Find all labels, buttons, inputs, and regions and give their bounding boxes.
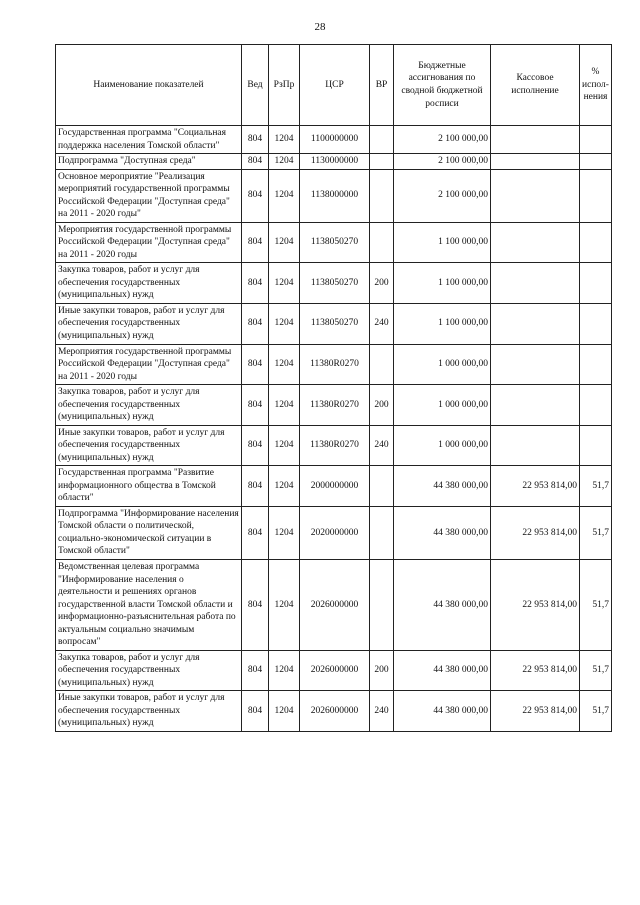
cell-csr: 1138000000 (300, 169, 370, 222)
cell-csr: 2026000000 (300, 691, 370, 732)
cell-ved: 804 (242, 303, 269, 344)
cell-ved: 804 (242, 385, 269, 426)
table-row (56, 466, 612, 507)
cell-csr: 11380R0270 (300, 425, 370, 466)
cell-percent (580, 263, 612, 304)
cell-budget: 1 100 000,00 (394, 303, 491, 344)
budget-table (55, 44, 612, 732)
cell-vr: 200 (370, 263, 394, 304)
table-header-row (56, 45, 612, 126)
cell-cash (491, 126, 580, 154)
table-row (56, 425, 612, 466)
cell-name: Ведомственная целевая программа "Информирование населения о деятельности и решениях органов государственной власти Томской области и информационно-разъяснительная работа по актуальным социально значимым вопросам" (56, 560, 242, 651)
cell-budget: 44 380 000,00 (394, 650, 491, 691)
cell-csr: 11380R0270 (300, 344, 370, 385)
cell-name: Государственная программа "Развитие информационного общества в Томской области" (56, 466, 242, 507)
cell-vr (370, 126, 394, 154)
cell-ved: 804 (242, 344, 269, 385)
cell-percent: 51,7 (580, 506, 612, 559)
cell-ved: 804 (242, 425, 269, 466)
cell-ved: 804 (242, 222, 269, 263)
cell-vr: 200 (370, 650, 394, 691)
table-row (56, 303, 612, 344)
cell-name: Закупка товаров, работ и услуг для обеспечения государственных (муниципальных) нужд (56, 650, 242, 691)
header-ved: Вед (242, 45, 269, 126)
table-row (56, 650, 612, 691)
cell-budget: 44 380 000,00 (394, 506, 491, 559)
cell-cash (491, 425, 580, 466)
cell-rzpr: 1204 (269, 263, 300, 304)
cell-csr: 1100000000 (300, 126, 370, 154)
cell-budget: 44 380 000,00 (394, 466, 491, 507)
table-row (56, 560, 612, 651)
cell-csr: 1138050270 (300, 303, 370, 344)
cell-csr: 2000000000 (300, 466, 370, 507)
cell-vr: 240 (370, 691, 394, 732)
cell-rzpr: 1204 (269, 560, 300, 651)
cell-cash: 22 953 814,00 (491, 691, 580, 732)
table-row (56, 263, 612, 304)
cell-rzpr: 1204 (269, 506, 300, 559)
cell-percent (580, 344, 612, 385)
cell-cash: 22 953 814,00 (491, 466, 580, 507)
cell-ved: 804 (242, 691, 269, 732)
cell-vr: 240 (370, 425, 394, 466)
cell-vr: 240 (370, 303, 394, 344)
cell-rzpr: 1204 (269, 385, 300, 426)
cell-name: Мероприятия государственной программы Российской Федерации "Доступная среда" на 2011 - 2020 годы (56, 344, 242, 385)
cell-name: Иные закупки товаров, работ и услуг для обеспечения государственных (муниципальных) нужд (56, 303, 242, 344)
cell-percent (580, 385, 612, 426)
cell-rzpr: 1204 (269, 169, 300, 222)
cell-rzpr: 1204 (269, 691, 300, 732)
cell-percent (580, 425, 612, 466)
cell-cash (491, 263, 580, 304)
table-row (56, 385, 612, 426)
cell-name: Государственная программа "Социальная поддержка населения Томской области" (56, 126, 242, 154)
cell-csr: 1138050270 (300, 263, 370, 304)
cell-percent (580, 222, 612, 263)
table-row (56, 169, 612, 222)
cell-budget: 1 100 000,00 (394, 222, 491, 263)
table-row (56, 506, 612, 559)
cell-percent: 51,7 (580, 560, 612, 651)
cell-csr: 11380R0270 (300, 385, 370, 426)
cell-rzpr: 1204 (269, 303, 300, 344)
cell-percent: 51,7 (580, 650, 612, 691)
cell-cash (491, 169, 580, 222)
cell-ved: 804 (242, 169, 269, 222)
cell-percent (580, 154, 612, 170)
cell-rzpr: 1204 (269, 344, 300, 385)
cell-percent: 51,7 (580, 466, 612, 507)
header-cash: Кассовое исполнение (491, 45, 580, 126)
cell-vr (370, 154, 394, 170)
cell-budget: 44 380 000,00 (394, 560, 491, 651)
cell-rzpr: 1204 (269, 650, 300, 691)
cell-cash: 22 953 814,00 (491, 506, 580, 559)
cell-csr: 2026000000 (300, 560, 370, 651)
cell-name: Иные закупки товаров, работ и услуг для обеспечения государственных (муниципальных) нужд (56, 691, 242, 732)
cell-budget: 2 100 000,00 (394, 154, 491, 170)
cell-ved: 804 (242, 126, 269, 154)
header-vr: ВР (370, 45, 394, 126)
cell-budget: 44 380 000,00 (394, 691, 491, 732)
cell-cash: 22 953 814,00 (491, 560, 580, 651)
cell-budget: 1 000 000,00 (394, 385, 491, 426)
cell-rzpr: 1204 (269, 466, 300, 507)
cell-rzpr: 1204 (269, 222, 300, 263)
cell-vr (370, 222, 394, 263)
table-row (56, 344, 612, 385)
cell-ved: 804 (242, 263, 269, 304)
cell-budget: 1 000 000,00 (394, 425, 491, 466)
cell-vr (370, 506, 394, 559)
cell-name: Подпрограмма "Доступная среда" (56, 154, 242, 170)
cell-csr: 1138050270 (300, 222, 370, 263)
cell-vr (370, 344, 394, 385)
cell-cash (491, 154, 580, 170)
cell-ved: 804 (242, 560, 269, 651)
cell-vr (370, 560, 394, 651)
header-budget: Бюджетные ассигнования по сводной бюджетной росписи (394, 45, 491, 126)
cell-csr: 2026000000 (300, 650, 370, 691)
page-number: 28 (314, 21, 326, 33)
table-row (56, 691, 612, 732)
cell-vr: 200 (370, 385, 394, 426)
header-percent: % испол-нения (580, 45, 612, 126)
table-row (56, 222, 612, 263)
cell-name: Закупка товаров, работ и услуг для обеспечения государственных (муниципальных) нужд (56, 385, 242, 426)
cell-vr (370, 169, 394, 222)
cell-ved: 804 (242, 466, 269, 507)
cell-budget: 2 100 000,00 (394, 169, 491, 222)
cell-ved: 804 (242, 506, 269, 559)
cell-cash: 22 953 814,00 (491, 650, 580, 691)
cell-cash (491, 303, 580, 344)
cell-name: Закупка товаров, работ и услуг для обеспечения государственных (муниципальных) нужд (56, 263, 242, 304)
cell-rzpr: 1204 (269, 154, 300, 170)
cell-budget: 2 100 000,00 (394, 126, 491, 154)
cell-csr: 1130000000 (300, 154, 370, 170)
cell-percent: 51,7 (580, 691, 612, 732)
cell-percent (580, 126, 612, 154)
cell-budget: 1 000 000,00 (394, 344, 491, 385)
cell-name: Иные закупки товаров, работ и услуг для обеспечения государственных (муниципальных) нужд (56, 425, 242, 466)
header-csr: ЦСР (300, 45, 370, 126)
table-row (56, 154, 612, 170)
cell-ved: 804 (242, 650, 269, 691)
table-row (56, 126, 612, 154)
cell-rzpr: 1204 (269, 126, 300, 154)
cell-cash (491, 385, 580, 426)
cell-percent (580, 303, 612, 344)
cell-budget: 1 100 000,00 (394, 263, 491, 304)
cell-cash (491, 344, 580, 385)
header-rzpr: РзПр (269, 45, 300, 126)
cell-name: Мероприятия государственной программы Российской Федерации "Доступная среда" на 2011 - 2020 годы (56, 222, 242, 263)
cell-name: Подпрограмма "Информирование населения Томской области о политической, социально-экономической ситуации в Томской области" (56, 506, 242, 559)
cell-csr: 2020000000 (300, 506, 370, 559)
cell-percent (580, 169, 612, 222)
cell-name: Основное мероприятие "Реализация мероприятий государственной программы Российской Федерации "Доступная среда" на 2011 - 2020 годы" (56, 169, 242, 222)
cell-ved: 804 (242, 154, 269, 170)
cell-rzpr: 1204 (269, 425, 300, 466)
cell-vr (370, 466, 394, 507)
cell-cash (491, 222, 580, 263)
header-name: Наименование показателей (56, 45, 242, 126)
